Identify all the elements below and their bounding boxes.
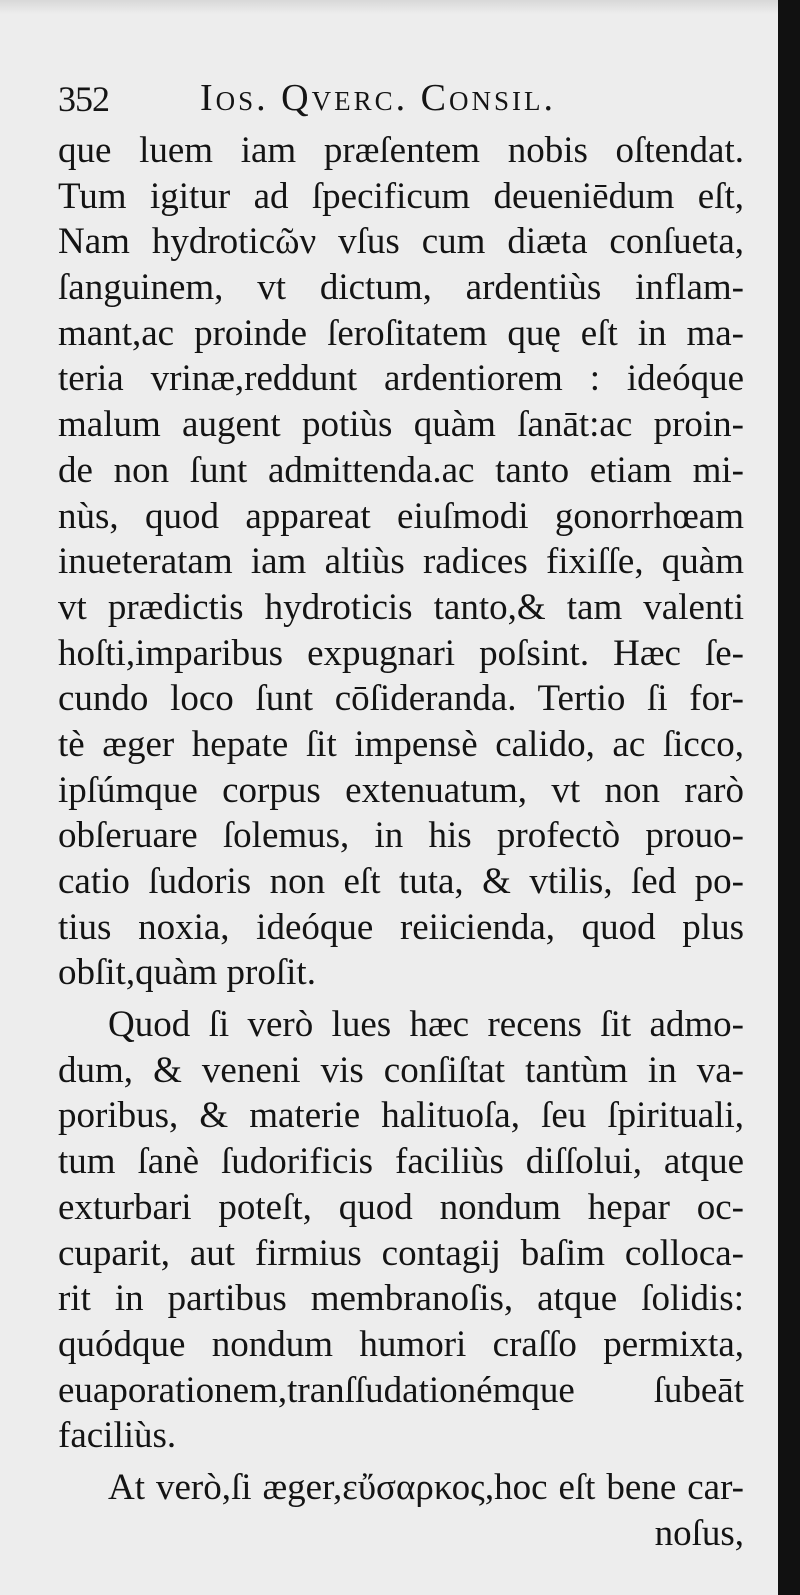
- text-line: dum, & veneni vis conſiſtat tantùm in va-: [58, 1049, 744, 1091]
- running-title: Ios. Qverc. Consil.: [200, 77, 556, 119]
- page-edge-shadow: [778, 0, 800, 1595]
- text-line: tius noxia, ideóque reiicienda, quod plus: [58, 906, 744, 948]
- text-line: ipſúmque corpus extenuatum, vt non rarò: [58, 769, 744, 811]
- text-line: nùs, quod appareat eiuſmodi gonorrhœam: [58, 495, 744, 537]
- text-line: Tum igitur ad ſpecificum deueniēdum eſt,: [58, 175, 744, 217]
- text-line: At verò,ſi æger,εὔσαρκος,hoc eſt bene car-: [108, 1466, 744, 1508]
- text-line: euaporationem,tranſſudationémque ſubeāt: [58, 1369, 744, 1411]
- text-line: hoſti,imparibus expugnari poſsint. Hæc ſe-: [58, 632, 744, 674]
- catchword: noſus,: [654, 1512, 744, 1554]
- paragraph-3: [58, 1465, 744, 1511]
- body-text: [58, 128, 744, 1556]
- text-line: ſanguinem, vt dictum, ardentiùs inflam-: [58, 267, 744, 309]
- text-line: obſit,quàm proſit.: [58, 952, 316, 994]
- text-line: poribus, & materie halituoſa, ſeu ſpirituali,: [58, 1095, 744, 1137]
- text-line: inueteratam iam altiùs radices fixiſſe, quàm: [58, 541, 744, 583]
- text-line: Nam hydroticῶν vſus cum diæta conſueta,: [58, 221, 744, 263]
- paragraph-2: [58, 1002, 744, 1459]
- text-line: obſeruare ſolemus, in his profectò prouo-: [58, 815, 744, 857]
- text-line: mant,ac proinde ſeroſitatem quę eſt in ma-: [58, 312, 744, 354]
- paragraph-1: [58, 128, 744, 996]
- text-line: tè æger hepate ſit impensè calido, ac ſicco,: [58, 723, 744, 765]
- text-line: vt prædictis hydroticis tanto,& tam valenti: [58, 586, 744, 628]
- text-line: catio ſudoris non eſt tuta, & vtilis, ſed po-: [58, 861, 744, 902]
- text-line: tum ſanè ſudorificis faciliùs diſſolui, atque: [58, 1141, 744, 1183]
- page-top-shadow: [0, 0, 800, 14]
- text-line: teria vrinæ,reddunt ardentiorem : ideóque: [58, 358, 744, 400]
- text-line: cundo loco ſunt cōſideranda. Tertio ſi for-: [58, 678, 744, 720]
- text-line: malum augent potiùs quàm ſanāt:ac proin-: [58, 404, 744, 446]
- text-line: Quod ſi verò lues hæc recens ſit admo-: [108, 1004, 744, 1046]
- text-line: que luem iam præſentem nobis oſtendat.: [58, 130, 744, 171]
- page-header: [50, 72, 740, 132]
- text-line: faciliùs.: [58, 1415, 177, 1457]
- text-line: quódque nondum humori craſſo permixta,: [58, 1323, 744, 1365]
- text-line: cuparit, aut firmius contagij baſim colloca-: [58, 1232, 744, 1274]
- text-line: rit in partibus membranoſis, atque ſolidis:: [58, 1278, 744, 1320]
- page-number: 352: [58, 79, 109, 119]
- text-line: exturbari poteſt, quod nondum hepar oc-: [58, 1186, 744, 1228]
- text-line: de non ſunt admittenda.ac tanto etiam mi-: [58, 449, 744, 491]
